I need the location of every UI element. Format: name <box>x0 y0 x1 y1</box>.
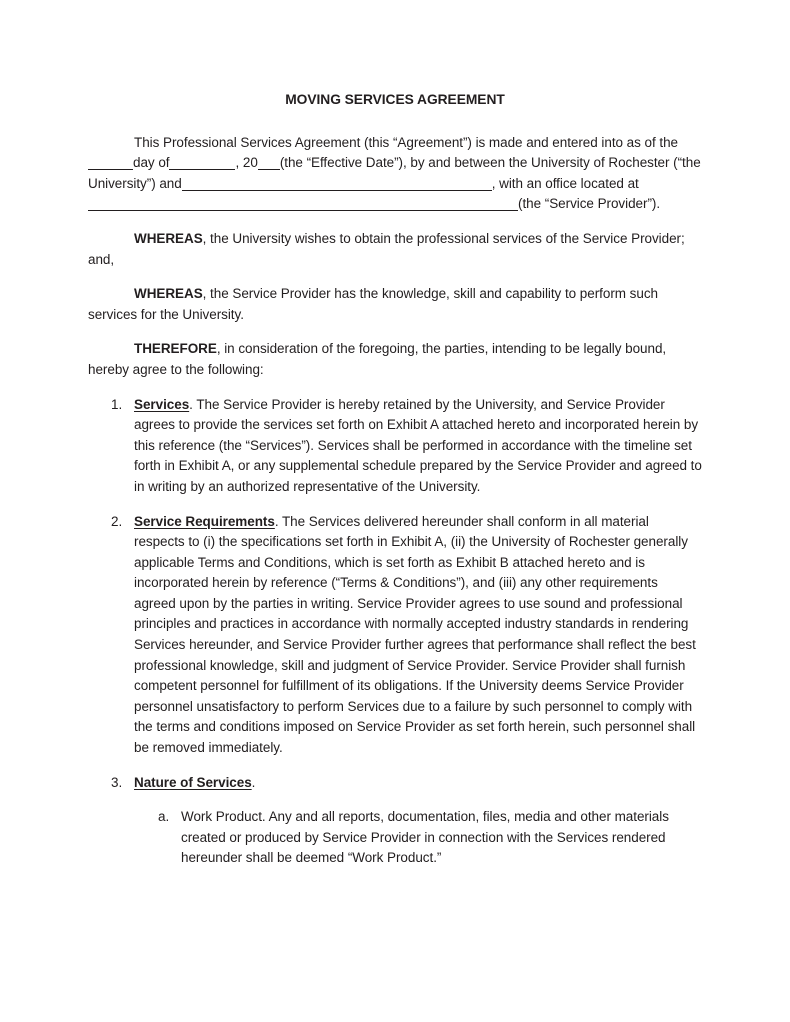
text-run: Services <box>134 396 190 412</box>
text-run: This Professional Services Agreement (this “Agreement”) is made and entered into as of the <box>134 134 679 150</box>
text-run: , with an office located at <box>491 175 639 191</box>
paragraph <box>88 133 702 215</box>
text-run: , the University wishes to obtain the professional services of the Service Provider; and, <box>88 230 685 267</box>
text-run: , 20 <box>235 155 258 171</box>
text-run: , in consideration of the foregoing, the parties, intending to be legally bound, hereby agree to the following: <box>88 341 667 377</box>
text-run: WHEREAS <box>134 230 203 246</box>
text-run: , the Service Provider has the knowledge, skill and capability to perform such services for the University. <box>88 286 658 322</box>
document-title: MOVING SERVICES AGREEMENT <box>285 92 505 107</box>
paragraph <box>88 339 702 380</box>
fill-in-blank-line <box>88 197 518 211</box>
list-item <box>88 395 702 498</box>
document-body <box>88 133 702 869</box>
text-run: day of <box>133 155 170 171</box>
text-run: WHEREAS <box>134 286 203 302</box>
sub-list-item <box>88 807 702 869</box>
list-marker: 3. <box>111 774 123 790</box>
text-run: . The Service Provider is hereby retained by the University, and Service Provider agrees to provide the services set forth on Exhibit A attached hereto and incorporated herein by this reference (the “Services”). Services shall be performed in accordance with the timeline set forth in Exhibit A, or any supplemental schedule prepared by the Service Provider and agreed to in writing by an authorized representative of the University. <box>134 396 702 494</box>
text-run: Nature of Services <box>134 774 252 790</box>
text-run: Work Product. Any and all reports, documentation, files, media and other materials created or produced by Service Provider in connection with the Services rendered hereunder shall be deemed “Work Product.” <box>181 809 669 866</box>
paragraph <box>88 284 702 325</box>
text-run: . <box>251 774 256 790</box>
fill-in-blank-line <box>258 156 280 170</box>
list-marker: a. <box>158 809 170 825</box>
list-marker: 2. <box>111 513 123 529</box>
text-run: Service Requirements <box>134 513 275 529</box>
fill-in-blank-line <box>88 156 133 170</box>
list-item <box>88 773 702 794</box>
text-run: THEREFORE <box>134 341 217 357</box>
list-marker: 1. <box>111 396 123 412</box>
text-run: (the “Service Provider”). <box>518 196 661 212</box>
text-run: (the “Effective Date”), by and between the University of Rochester (“the University”) and <box>88 155 701 191</box>
paragraph <box>88 229 702 270</box>
text-run: . The Services delivered hereunder shall conform in all material respects to (i) the specifications set forth in Exhibit A, (ii) the University of Rochester generally applicable Terms and Conditions, which is set forth as Exhibit B attached hereto and is incorporated herein by reference (“Terms & Conditions”), and (iii) any other requirements agreed upon by the parties in writing. Service Provider agrees to use sound and professional principles and practices in accordance with normally accepted industry standards in rendering Services hereunder, and Service Provider further agrees that performance shall reflect the best professional knowledge, skill and judgment of Service Provider. Service Provider shall furnish competent personnel for fulfillment of its obligations. If the University deems Service Provider personnel unsatisfactory to perform Services due to a failure by such personnel to comply with the terms and conditions imposed on Service Provider as set forth herein, such personnel shall be removed immediately. <box>134 513 696 756</box>
fill-in-blank-line <box>169 156 235 170</box>
fill-in-blank-line <box>182 177 492 191</box>
list-item <box>88 512 702 759</box>
